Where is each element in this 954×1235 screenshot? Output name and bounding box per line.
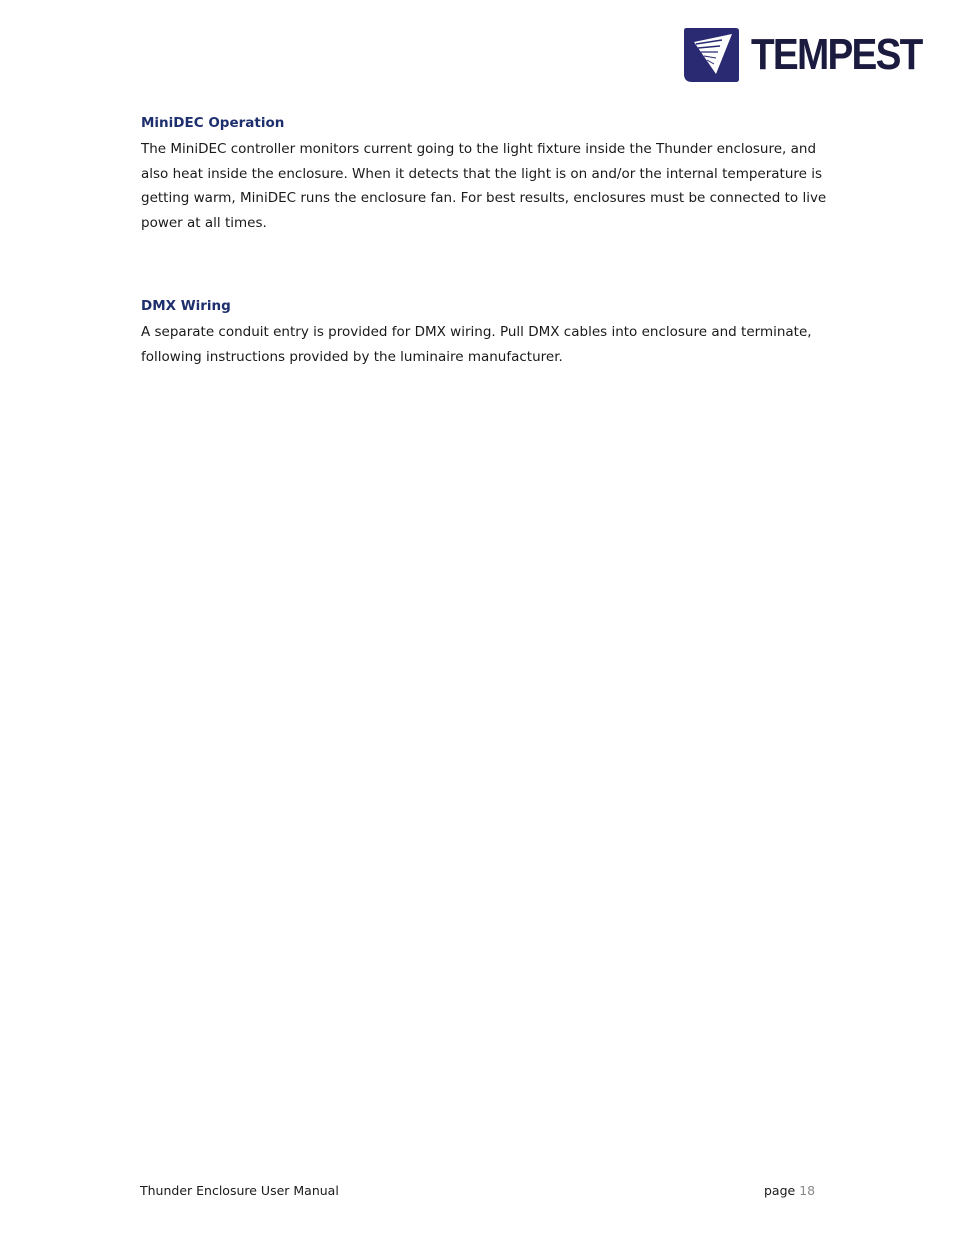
section-minidec-operation [141,113,841,235]
section-dmx-wiring [141,296,841,369]
footer-page-label: page [764,1183,800,1198]
section-paragraph: The MiniDEC controller monitors current going to the light fixture inside the Thunder enclosure, and also heat inside the enclosure. When it detects that the light is on and/or the internal temperature is getting warm, MiniDEC runs the enclosure fan. For best results, enclosures must be connected to live power at all times. [141,141,827,231]
footer-page-value: 18 [799,1183,816,1198]
section-heading: DMX Wiring [141,298,231,314]
footer-document-title: Thunder Enclosure User Manual [140,1183,339,1198]
section-paragraph: A separate conduit entry is provided for DMX wiring. Pull DMX cables into enclosure and terminate, following instructions provided by the luminaire manufacturer. [141,324,812,365]
footer-page-number [764,1182,815,1200]
tempest-logo-mark-icon [682,26,740,84]
tempest-logo [682,26,922,84]
section-heading: MiniDEC Operation [141,115,285,131]
logo-wordmark: TEMPEST [751,30,922,79]
